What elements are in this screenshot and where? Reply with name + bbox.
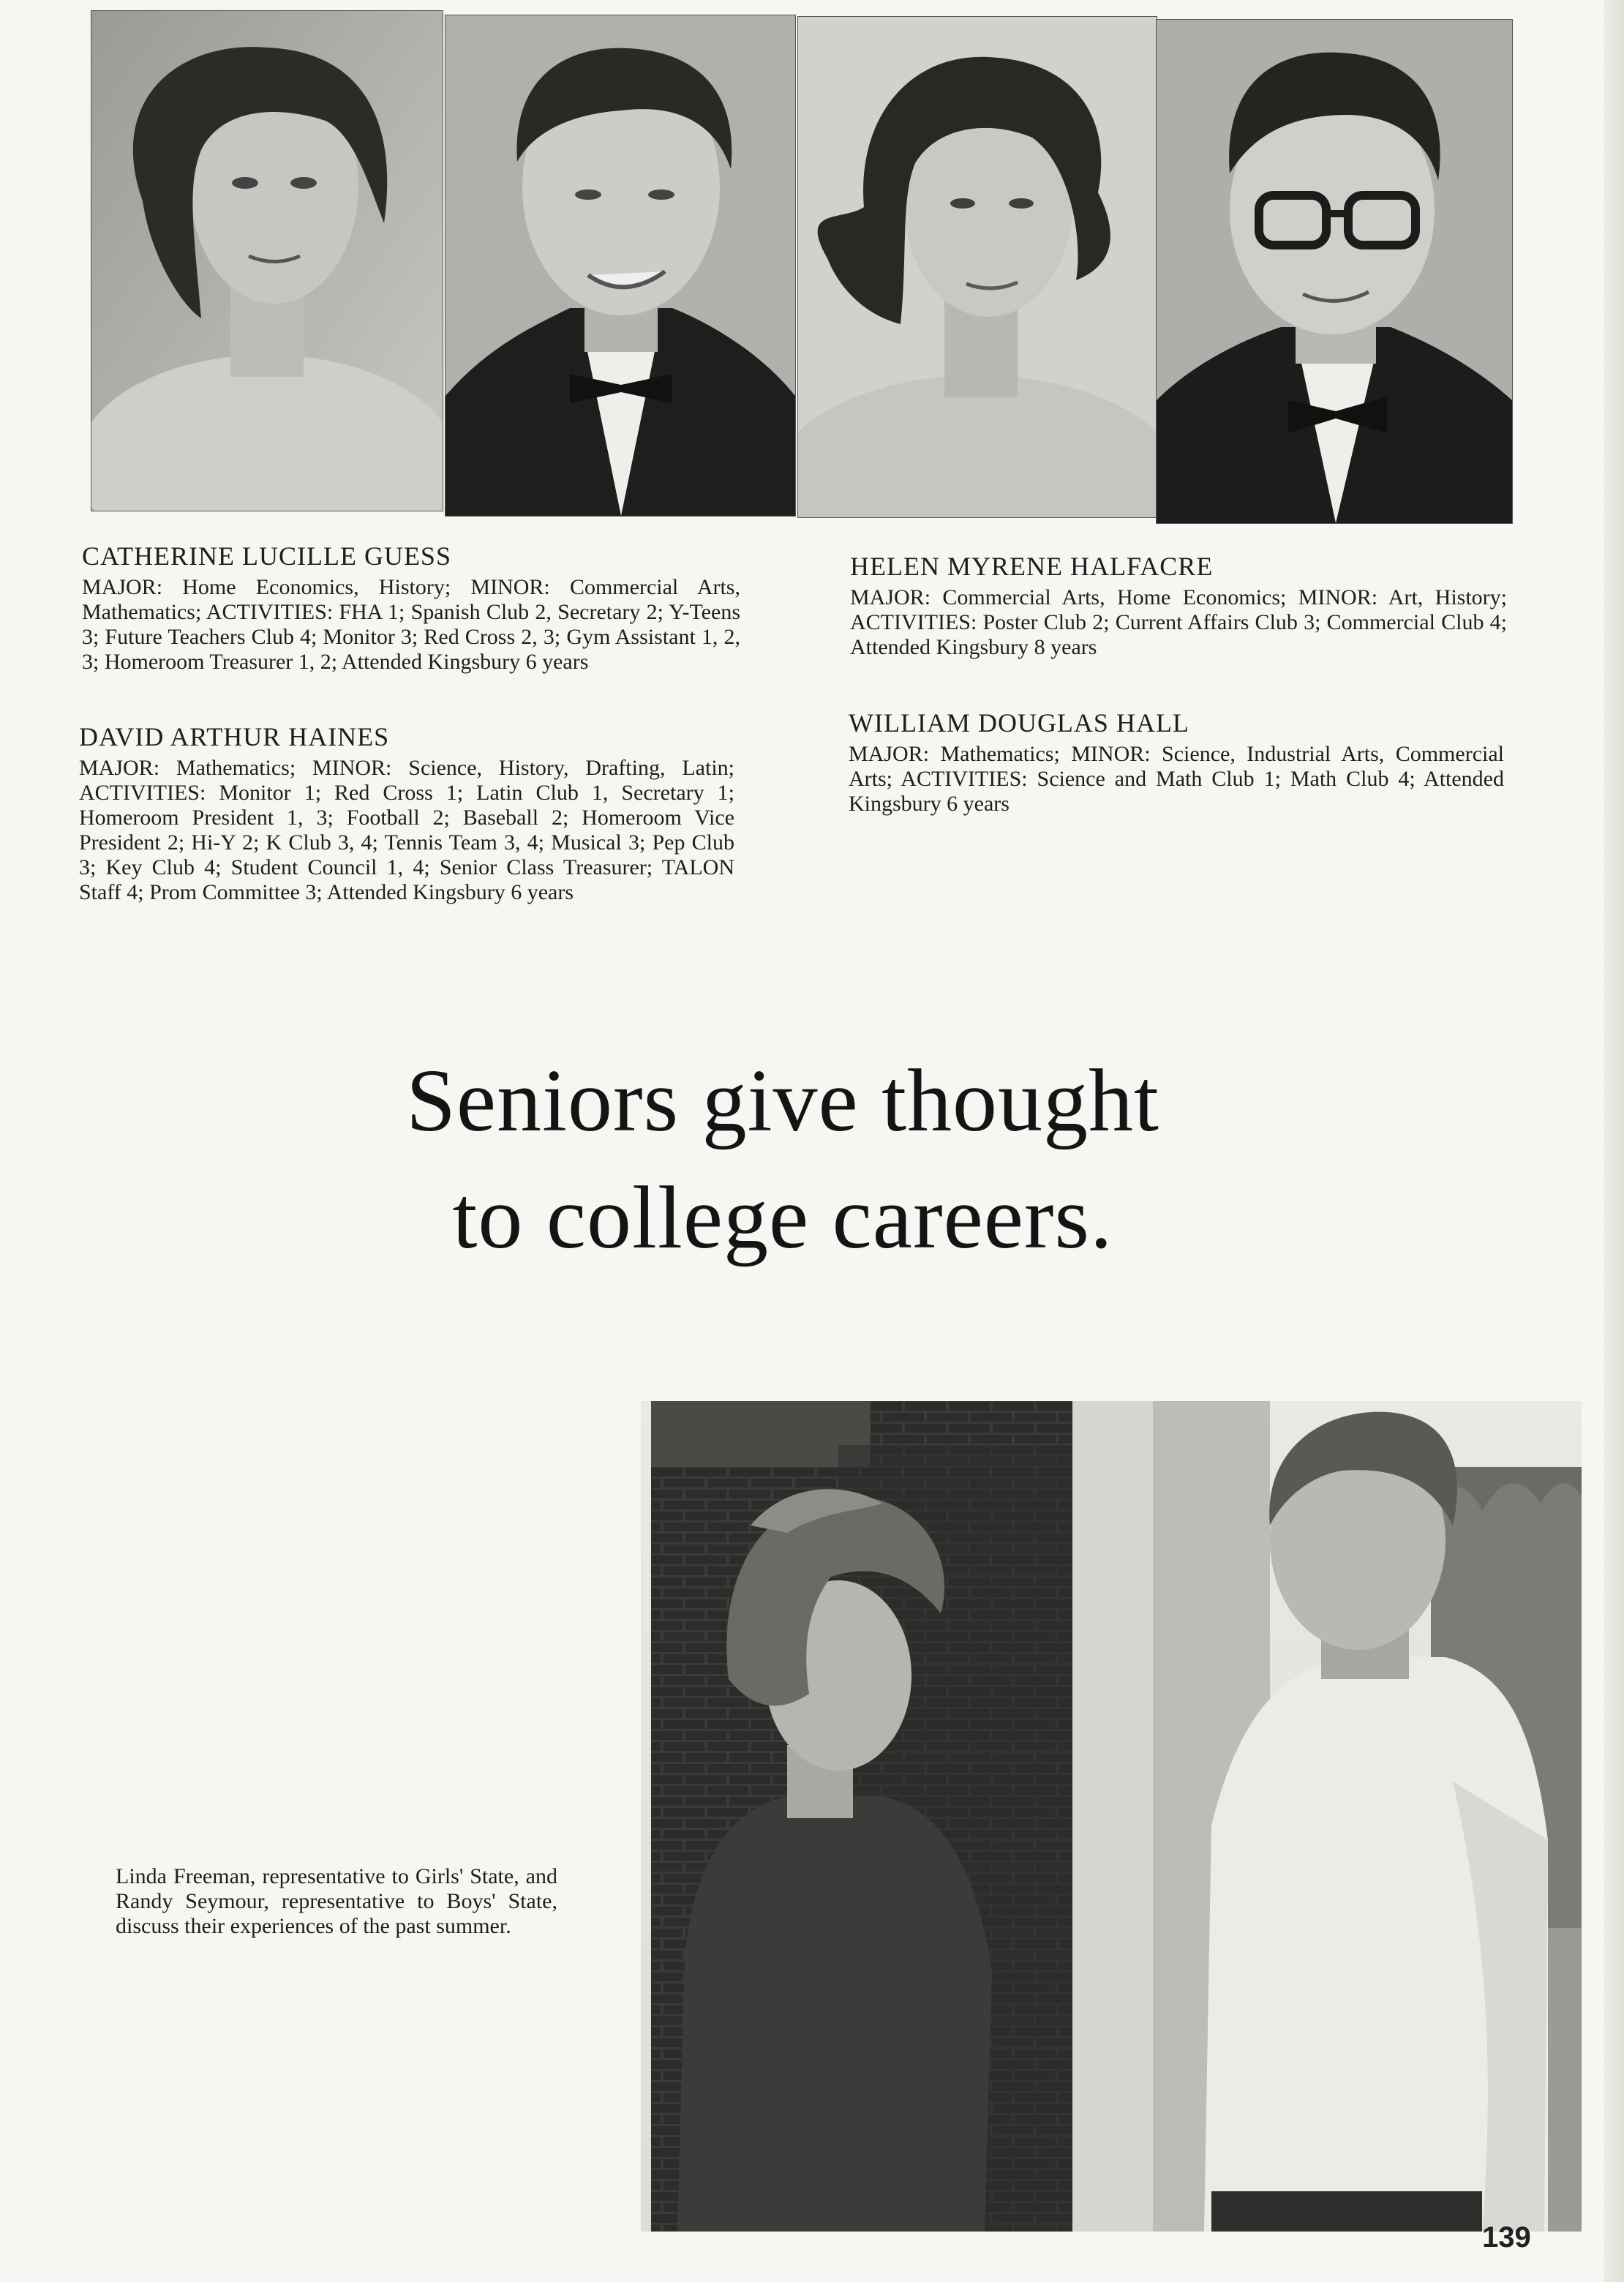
headline-line-2: to college careers. — [452, 1168, 1113, 1267]
candid-photo — [641, 1401, 1582, 2232]
bio-catherine-guess — [82, 541, 740, 675]
bio-helen-halfacre — [850, 552, 1507, 660]
page-headline — [307, 1043, 1258, 1277]
photo-caption: Linda Freeman, representative to Girls' State, and Randy Seymour, representative to Boys' State, discuss their experiences of the past summer. — [116, 1864, 557, 1938]
page-edge — [1604, 0, 1624, 2282]
student-name: WILLIAM DOUGLAS HALL — [849, 708, 1189, 737]
page-number: 139 — [1482, 2221, 1531, 2253]
student-name: HELEN MYRENE HALFACRE — [850, 552, 1214, 581]
student-name: DAVID ARTHUR HAINES — [79, 722, 390, 751]
portrait-david-haines — [445, 15, 796, 517]
student-name: CATHERINE LUCILLE GUESS — [82, 541, 451, 571]
portrait-catherine-guess — [91, 10, 443, 511]
portrait-helen-halfacre — [797, 16, 1157, 518]
portrait-william-hall — [1156, 19, 1513, 524]
bio-william-hall — [849, 708, 1504, 817]
headline-line-1: Seniors give thought — [406, 1051, 1159, 1150]
student-bio: MAJOR: Commercial Arts, Home Economics; MINOR: Art, History; ACTIVITIES: Poster Club 2; Current Affairs Club 3; Commercial Club 4; Attended Kingsbury 8 years — [850, 585, 1507, 659]
student-bio: MAJOR: Mathematics; MINOR: Science, History, Drafting, Latin; ACTIVITIES: Monitor 1; Red Cross 1; Latin Club 1, Secretary 1; Homeroom President 1, 3; Football 2; Baseball 2; Homeroom Vice President 2; Hi-Y 2; K Club 3, 4; Tennis Team 3, 4; Musical 3; Pep Club 3; Key Club 4; Student Council 1, 4; Senior Class Treasurer; TALON Staff 4; Prom Committee 3; Attended Kingsbury 6 years — [79, 756, 734, 904]
bio-david-haines — [79, 722, 734, 905]
student-bio: MAJOR: Home Economics, History; MINOR: Commercial Arts, Mathematics; ACTIVITIES: FHA 1; Spanish Club 2, Secretary 2; Y-Teens 3; Future Teachers Club 4; Monitor 3; Red Cross 2, 3; Gym Assistant 1, 2, 3; Homeroom Treasurer 1, 2; Attended Kingsbury 6 years — [82, 575, 740, 674]
student-bio: MAJOR: Mathematics; MINOR: Science, Industrial Arts, Commercial Arts; ACTIVITIES: Science and Math Club 1; Math Club 4; Attended Kingsbury 6 years — [849, 742, 1504, 816]
